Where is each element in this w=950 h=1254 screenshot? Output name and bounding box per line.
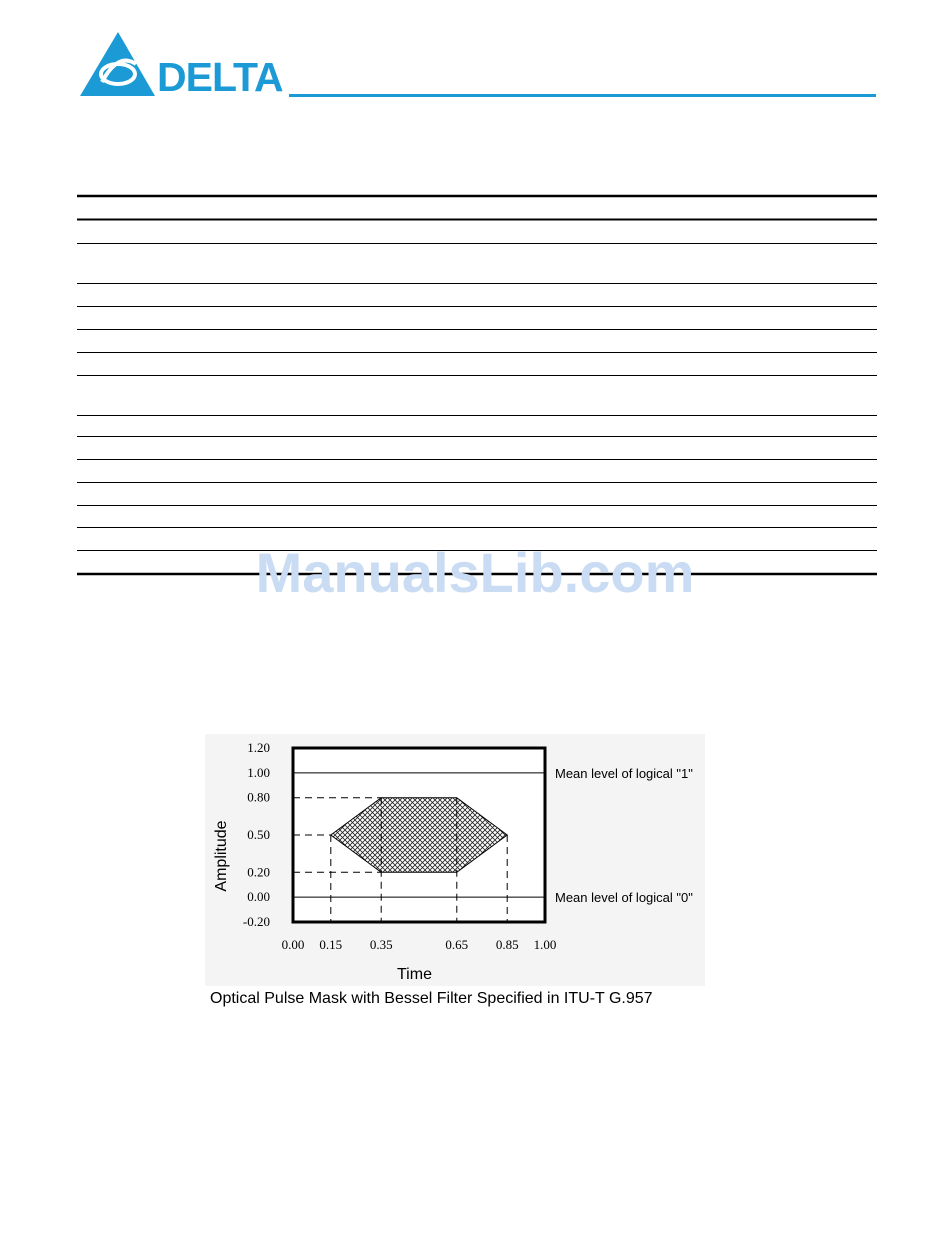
y-tick-label: 0.80	[247, 789, 270, 805]
brand-wordmark: DELTA	[157, 54, 283, 100]
y-tick-label: -0.20	[242, 914, 270, 929]
x-tick-label: 0.65	[445, 937, 469, 952]
y-tick-label: 0.50	[247, 827, 270, 842]
y-tick-label: 0.20	[247, 864, 270, 880]
y-tick-label: 1.20	[247, 740, 270, 755]
watermark: ManualsLib.com	[255, 541, 695, 604]
x-tick-label: 0.35	[369, 937, 393, 952]
y-tick-label: 0.00	[247, 889, 270, 905]
x-axis-title: Time	[397, 966, 432, 983]
y-tick-label: 1.00	[247, 764, 270, 780]
x-tick-label: 1.00	[533, 937, 557, 952]
x-tick-label: 0.15	[319, 937, 343, 952]
reference-line-label: Mean level of logical "0"	[555, 890, 693, 906]
x-tick-label: 0.85	[495, 937, 519, 952]
reference-line-label: Mean level of logical "1"	[555, 765, 693, 781]
x-tick-label: 0.00	[281, 937, 305, 952]
y-axis-title: Amplitude	[213, 820, 230, 892]
figure-caption: Optical Pulse Mask with Bessel Filter Specified in ITU-T G.957	[210, 990, 653, 1007]
